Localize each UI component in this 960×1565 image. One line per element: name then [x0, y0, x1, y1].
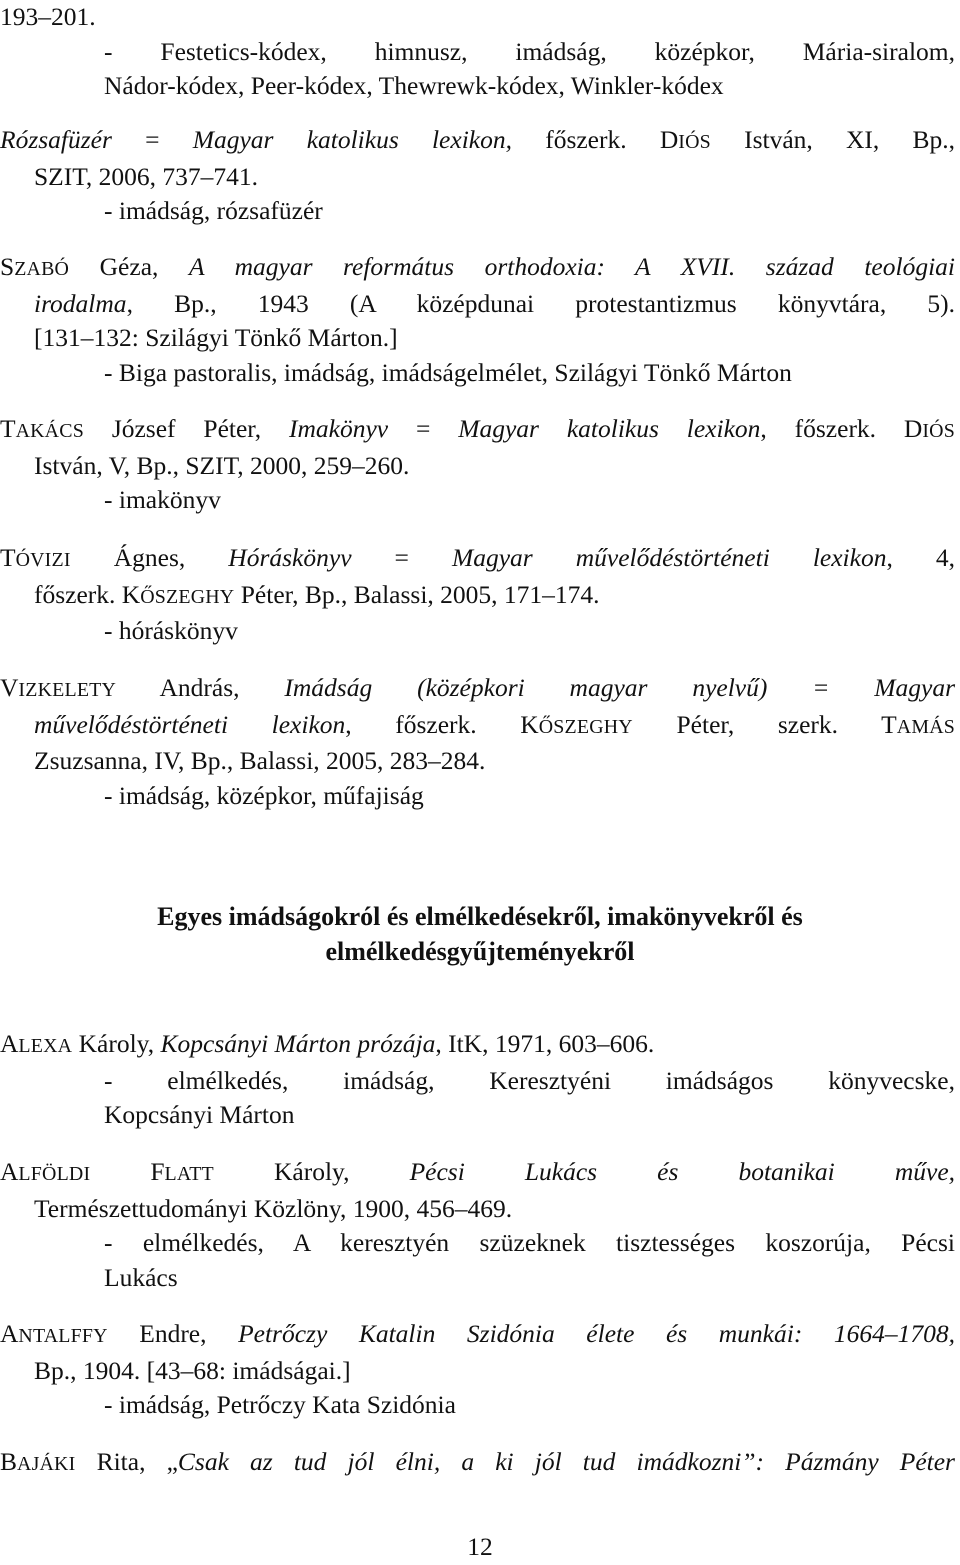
small-caps-name: ÓVIZI: [15, 549, 71, 571]
italic-title: Rózsafüzér: [0, 125, 112, 154]
small-caps-name: IÓS: [922, 420, 955, 442]
citation-text: , ItK, 1971, 603–606.: [435, 1029, 655, 1058]
italic-title: Imádság (középkori magyar nyelvű) = Magyar: [284, 673, 955, 702]
citation-text: Károly,: [213, 1157, 410, 1186]
citation-text: [131–132: Szilágyi Tönkő Márton.]: [34, 323, 398, 352]
small-caps-name: ŐSZEGHY: [140, 585, 235, 608]
citation-text: Péter, szerk. T: [632, 709, 897, 739]
bibliography-entry: [0, 1317, 955, 1423]
citation-text: A: [0, 1157, 19, 1186]
italic-title: Imakönyv: [289, 414, 389, 443]
entry-citation-line: [0, 1317, 955, 1354]
citation-text: István, V, Bp., SZIT, 2000, 259–260.: [34, 450, 410, 480]
citation-text: B: [0, 1447, 18, 1476]
citation-text: V: [0, 673, 19, 702]
entry-keywords: - imádság, Petrőczy Kata Szidónia: [104, 1390, 456, 1419]
citation-text: főszerk. K: [34, 579, 141, 609]
citation-text: Géza,: [69, 252, 189, 281]
citation-text: Károly,: [72, 1029, 161, 1058]
citation-text: A: [0, 1319, 19, 1348]
citation-text: Rita, „: [75, 1447, 178, 1476]
citation-text: 193–201.: [0, 2, 96, 31]
small-caps-name: LATT: [164, 1163, 214, 1185]
entry-continuation-line: [0, 321, 955, 356]
entry-citation-line: [0, 1027, 955, 1064]
entry-keywords: - Festetics-kódex, himnusz, imádság, középkor, Mária-siralom,: [104, 36, 955, 66]
entry-keywords: - hóráskönyv: [104, 616, 238, 645]
entry-keywords: - elmélkedés, A keresztyén szüzeknek tisztességes koszorúja, Pécsi: [104, 1228, 955, 1257]
small-caps-name: IZKELETY: [18, 679, 117, 701]
entry-citation-line: [0, 671, 955, 708]
italic-title: irodalma: [34, 288, 127, 318]
entry-citation-line: [0, 1445, 955, 1482]
citation-text: T: [0, 414, 16, 443]
small-caps-name: AKÁCS: [15, 420, 84, 442]
citation-text: Zsuzsanna, IV, Bp., Balassi, 2005, 283–284.: [34, 746, 486, 775]
italic-title: Csak az tud jól élni, a ki jól tud imádkozni”: Pázmány Péter: [177, 1447, 955, 1476]
citation-text: F: [90, 1157, 165, 1186]
entry-citation-line: [0, 0, 955, 35]
small-caps-name: NTALFFY: [18, 1325, 108, 1347]
entry-citation-line: [0, 123, 955, 160]
entry-keywords: - imádság, rózsafüzér: [104, 196, 323, 225]
entry-continuation-line: [0, 449, 955, 484]
citation-text: Péter, Bp., Balassi, 2005, 171–174.: [234, 579, 600, 609]
small-caps-name: ZABÓ: [14, 258, 70, 280]
entry-citation-line: [0, 541, 955, 578]
citation-text: József Péter,: [83, 414, 290, 443]
entry-continuation-line: [0, 744, 955, 779]
bibliography-entry: [0, 0, 955, 104]
citation-text: Endre,: [107, 1319, 239, 1348]
bibliography-entry: [0, 541, 955, 649]
bibliography-entry: [0, 250, 955, 390]
section-heading-line: elmélkedésgyűjteményekről: [325, 937, 635, 966]
citation-text: SZIT, 2006, 737–741.: [34, 161, 259, 191]
citation-text: =: [388, 414, 459, 443]
citation-text: Ágnes,: [70, 543, 229, 572]
italic-title: művelődéstörténeti lexikon: [34, 709, 346, 739]
citation-text: András,: [116, 673, 285, 702]
citation-text: Bp., 1904. [43–68: imádságai.]: [34, 1355, 351, 1385]
italic-title: Magyar katolikus lexikon: [458, 414, 761, 443]
entry-keywords: - imádság, középkor, műfajiság: [104, 780, 424, 810]
bibliography-entry: [0, 412, 955, 518]
citation-text: =: [111, 125, 193, 154]
citation-text: Természettudományi Közlöny, 1900, 456–469.: [34, 1193, 513, 1223]
bibliography-entry: [0, 123, 955, 229]
bibliography-entry: [0, 1155, 955, 1295]
entry-keywords: - elmélkedés, imádság, Keresztyéni imádságos könyvecske,: [104, 1065, 955, 1095]
italic-title: Pécsi Lukács és botanikai műve,: [409, 1157, 956, 1186]
italic-title: Magyar katolikus lexikon,: [192, 125, 512, 154]
entry-keywords: Nádor-kódex, Peer-kódex, Thewrewk-kódex, Winkler-kódex: [104, 71, 724, 100]
entry-keywords: Lukács: [104, 1262, 178, 1292]
citation-text: , 4,: [886, 543, 955, 572]
citation-text: , főszerk. D: [760, 414, 923, 443]
citation-text: István, XI, Bp.,: [710, 125, 956, 154]
entry-continuation-line: [0, 578, 955, 615]
italic-title: Petrőczy Katalin Szidónia élete és munkái: 1664–1708,: [238, 1319, 955, 1348]
entry-continuation-line: [0, 1192, 955, 1227]
italic-title: Kopcsányi Márton prózája: [160, 1029, 436, 1058]
entry-keywords: - Biga pastoralis, imádság, imádságelmélet, Szilágyi Tönkő Márton: [104, 357, 792, 387]
small-caps-name: AMÁS: [896, 715, 955, 738]
small-caps-name: ŐSZEGHY: [538, 715, 633, 738]
page-number: 12: [467, 1532, 493, 1561]
small-caps-name: IÓS: [678, 131, 711, 153]
citation-text: , főszerk. K: [345, 709, 539, 739]
citation-text: A: [0, 1029, 19, 1058]
citation-text: =: [351, 543, 452, 572]
entry-continuation-line: [0, 160, 955, 195]
entry-keywords: - imakönyv: [104, 485, 221, 514]
small-caps-name: LFÖLDI: [18, 1163, 91, 1185]
citation-text: T: [0, 543, 16, 572]
entry-citation-line: [0, 1155, 955, 1192]
small-caps-name: LEXA: [18, 1035, 73, 1057]
entry-continuation-line: [0, 287, 955, 322]
citation-text: , Bp., 1943 (A középdunai protestantizmus könyvtára, 5).: [126, 288, 955, 318]
entry-keywords: Kopcsányi Márton: [104, 1100, 295, 1129]
entry-citation-line: [0, 250, 955, 287]
entry-continuation-line: [0, 1354, 955, 1389]
italic-title: A magyar református orthodoxia: A XVII. század teológiai: [188, 252, 956, 281]
entry-continuation-line: [0, 708, 955, 745]
section-heading-line: Egyes imádságokról és elmélkedésekről, imakönyvekről és: [157, 902, 803, 931]
entry-citation-line: [0, 412, 955, 449]
bibliography-entry: [0, 1445, 955, 1482]
italic-title: Magyar művelődéstörténeti lexikon: [451, 543, 887, 572]
section-heading: [0, 899, 960, 969]
italic-title: Hóráskönyv: [228, 543, 352, 572]
small-caps-name: AJÁKI: [17, 1453, 76, 1475]
bibliography-entry: [0, 1027, 955, 1133]
citation-text: főszerk. D: [511, 125, 679, 154]
citation-text: S: [0, 252, 15, 281]
bibliography-entry: [0, 671, 955, 813]
